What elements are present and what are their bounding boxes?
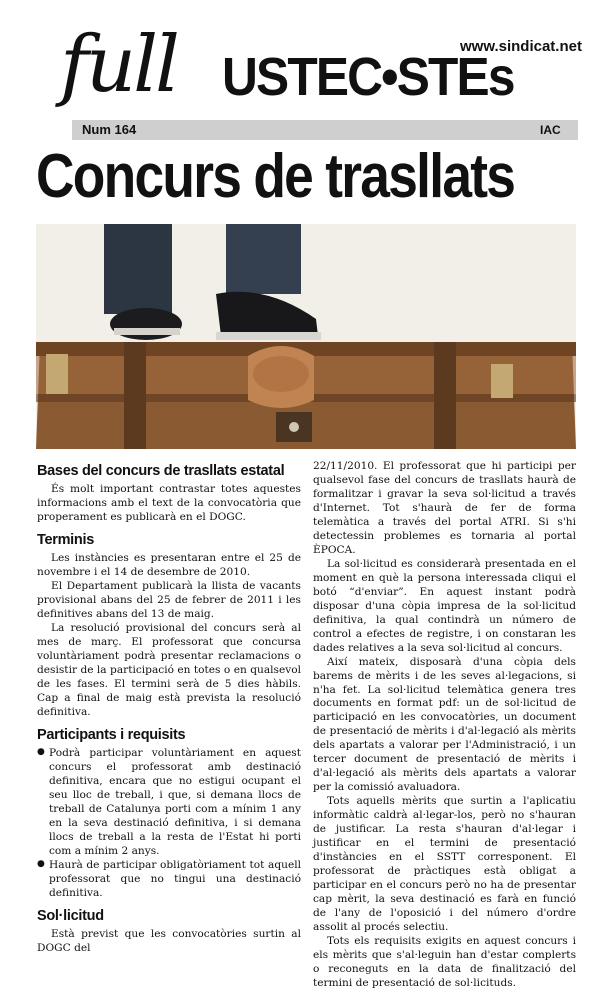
intro-paragraph: És molt important contrastar totes aquestes informacions amb el text de la convocatòria que properament es publicarà en el DOGC.	[37, 483, 301, 524]
solicitud-paragraph: Està previst que les convocatòries surtin al DOGC del	[37, 927, 301, 954]
body-paragraph: La sol·licitud es considerarà presentada en el moment en què la persona interessada cliqui el botó “d'enviar”. En aquest instant podrà disposar d'una còpia impresa de la sol·licitud definitiva, la qual contindrà un número de control a efectes de registre, i on constaran les dades relatives a la seva sol·licitud al concurs.	[313, 557, 576, 654]
list-item: ● Haurà de participar obligatòriament tot aquell professorat que no tingui una destinació definitiva.	[37, 859, 301, 901]
suitcase-photo	[36, 224, 576, 449]
organization-logo: USTEC•STEs	[222, 47, 514, 107]
intro-heading: Bases del concurs de trasllats estatal	[37, 463, 285, 479]
participants-heading: Participants i requisits	[37, 726, 186, 743]
issue-bar	[72, 120, 578, 140]
logo-full: full	[60, 20, 177, 110]
terminis-paragraph: Les instàncies es presentaran entre el 25 de novembre i el 14 de desembre de 2010.	[37, 552, 301, 579]
body-paragraph: Tots aquells mèrits que surtin a l'aplicatiu informàtic caldrà al·legar-los, però no s'hauran de justificar. La resta s'hauran d'al·legar i justificar en el termini de presentació d'instàncies en el SSTT corresponent. El professorat de pràctiques està obligat a participar en el concurs però no ha de presentar cap mèrit, la seva destinació es farà en funció de l'any de l'oposició i del número d'ordre assolit al procés selectiu.	[313, 795, 576, 933]
issue-number: Num 164	[82, 122, 137, 137]
terminis-paragraph: La resolució provisional del concurs serà al mes de març. El professorat que concursa voluntàriament podrà presentar reclamacions o desistir de la participació en totes o en qualsevol de les fases. El termini serà de 5 dies hàbils. Cap a final de maig està prevista la resolució definitiva.	[37, 622, 301, 718]
terminis-heading: Terminis	[37, 532, 94, 549]
solicitud-heading: Sol·licitud	[37, 907, 104, 924]
page-title: Concurs de trasllats	[36, 142, 515, 211]
terminis-paragraph: El Departament publicarà la llista de vacants provisional abans del 25 de febrer de 2011 i les definitives abans del 13 de maig.	[37, 580, 301, 621]
right-column	[313, 460, 576, 991]
body-paragraph: 22/11/2010. El professorat que hi participi per qualsevol fase del concurs de trasllats haurà de formalitzar i gravar la seva sol·licitud a través d'Internet. Tot s'haurà de fer de forma telemàtica a través del portal ATRI. Si s'hi detectessin problemes es tornaria al portal ÈPOCA.	[313, 460, 576, 556]
left-column	[37, 460, 301, 956]
list-item: ● Podrà participar voluntàriament en aquest concurs el professorat amb destinació definitiva, encara que no estigui ocupant el seu lloc de treball, i que, si demana llocs de treball de Catalunya porti com a mínim 1 any en la seva destinació definitiva, i si demana llocs de treball a la resta de l'Estat hi porti com a mínim 2 anys.	[37, 747, 301, 859]
website-link[interactable]: www.sindicat.net	[460, 38, 582, 55]
section-label: IAC	[540, 123, 561, 137]
participants-list	[37, 747, 301, 901]
body-paragraph: Així mateix, disposarà d'una còpia dels barems de mèrits i de les seves al·legacions, si n'ha fet. La sol·licitud telemàtica genera tres documents en format pdf: un de sol·licitud de participació en les convocatòries, un document de presentació de mèrits i d'al·legació als mèrits dels apartats a valorar per l'Administració, i un tercer document de presentació de mèrits i d'al·legació als mèrits dels apartats a valorar per la comissió avaluadora.	[313, 655, 576, 794]
body-paragraph: Tots els requisits exigits en aquest concurs i els mèrits que s'al·leguin han d'estar complerts o reconeguts en la data de finalització del termini de presentació de sol·licituds.	[313, 934, 576, 989]
